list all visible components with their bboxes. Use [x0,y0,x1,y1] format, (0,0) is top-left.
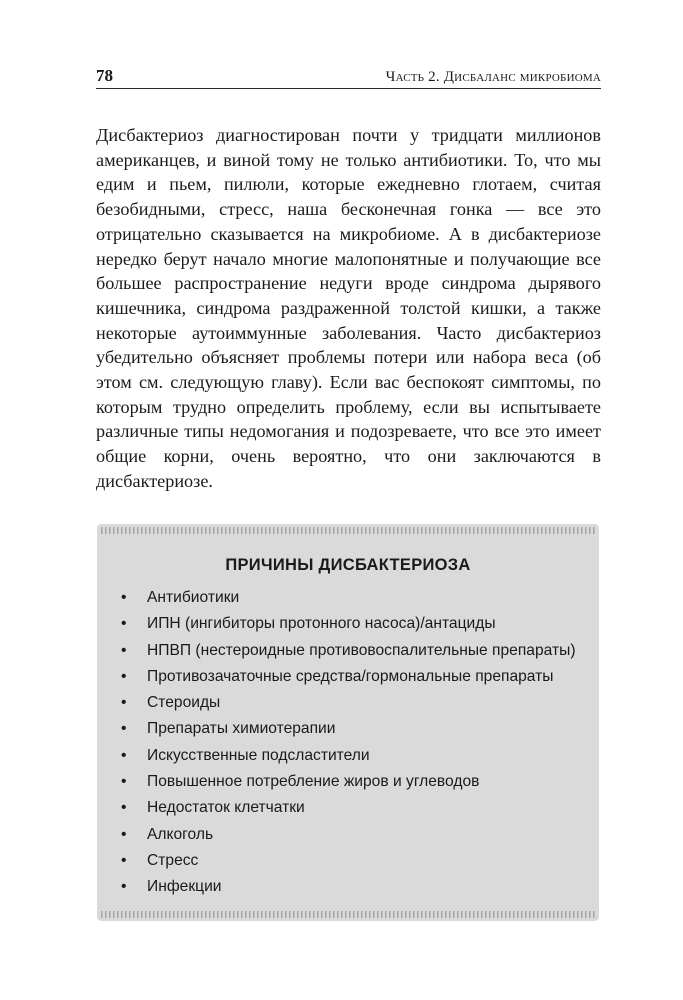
bullet-icon: • [121,615,127,633]
bullet-icon: • [121,851,127,869]
list-item-label: Недостаток клетчатки [147,799,305,817]
box-top-stripe [101,527,595,534]
list-item [117,746,576,772]
list-item-label: Искусственные подсластители [147,746,370,764]
bullet-icon: • [121,694,127,712]
list-item-label: НПВП (нестероидные противовоспалительные препараты) [147,641,576,659]
list-item [117,772,576,798]
list-item [117,825,576,851]
bullet-icon: • [121,589,127,606]
causes-sidebar-box [97,524,599,921]
list-item-label: Стресс [147,851,199,869]
list-item-label: Стероиды [147,694,221,712]
box-title: ПРИЧИНЫ ДИСБАКТЕРИОЗА [225,556,471,574]
bullet-icon: • [121,641,127,659]
page-number: 78 [96,66,113,85]
list-item [117,614,576,640]
page-header [96,66,601,89]
list-item [117,641,576,667]
bullet-icon: • [121,720,127,738]
box-bottom-stripe [101,911,595,918]
list-item-label: Препараты химиотерапии [147,720,336,738]
bullet-icon: • [121,825,127,843]
list-item [117,667,576,693]
bullet-icon: • [121,667,127,685]
bullet-icon: • [121,746,127,764]
list-item-label: Повышенное потребление жиров и углеводов [147,773,480,791]
list-item-label: Алкоголь [147,825,214,843]
running-head: Часть 2. Дисбаланс микробиома [385,69,601,85]
list-item [117,851,576,877]
list-item-label: Противозачаточные средства/гормональные препараты [147,667,554,685]
list-item [117,798,576,824]
list-item-label: ИПН (ингибиторы протонного насоса)/антациды [147,615,496,633]
list-item-label: Инфекции [147,878,222,896]
bullet-icon: • [121,878,127,896]
causes-list [117,588,576,904]
list-item [117,719,576,745]
list-item [117,877,576,903]
bullet-icon: • [121,799,127,817]
list-item-label: Антибиотики [147,589,240,606]
list-item [117,588,576,614]
list-item [117,693,576,719]
bullet-icon: • [121,773,127,791]
body-paragraph: Дисбактериоз диагностирован почти у тридцати миллионов американцев, и виной тому не только антибиотики. То, что мы едим и пьем, пилюли, которые ежедневно глотаем, считая безобидными, стресс, наша бесконечная гонка — все это отрицательно сказывается на микробиоме. А в дисбактериозе нередко берут начало многие малопонятные и получающие все большее распространение недуги вроде синдрома дырявого кишечника, синдрома раздраженной толстой кишки, а также некоторые аутоиммунные заболевания. Часто дисбактериоз убедительно объясняет проблемы потери или набора веса (об этом см. следующую главу). Если вас беспокоят симптомы, по которым трудно определить проблему, если вы испытываете различные типы недомогания и подозреваете, что все это имеет общие корни, очень вероятно, что они заключаются в дисбактериозе. [96,125,601,491]
